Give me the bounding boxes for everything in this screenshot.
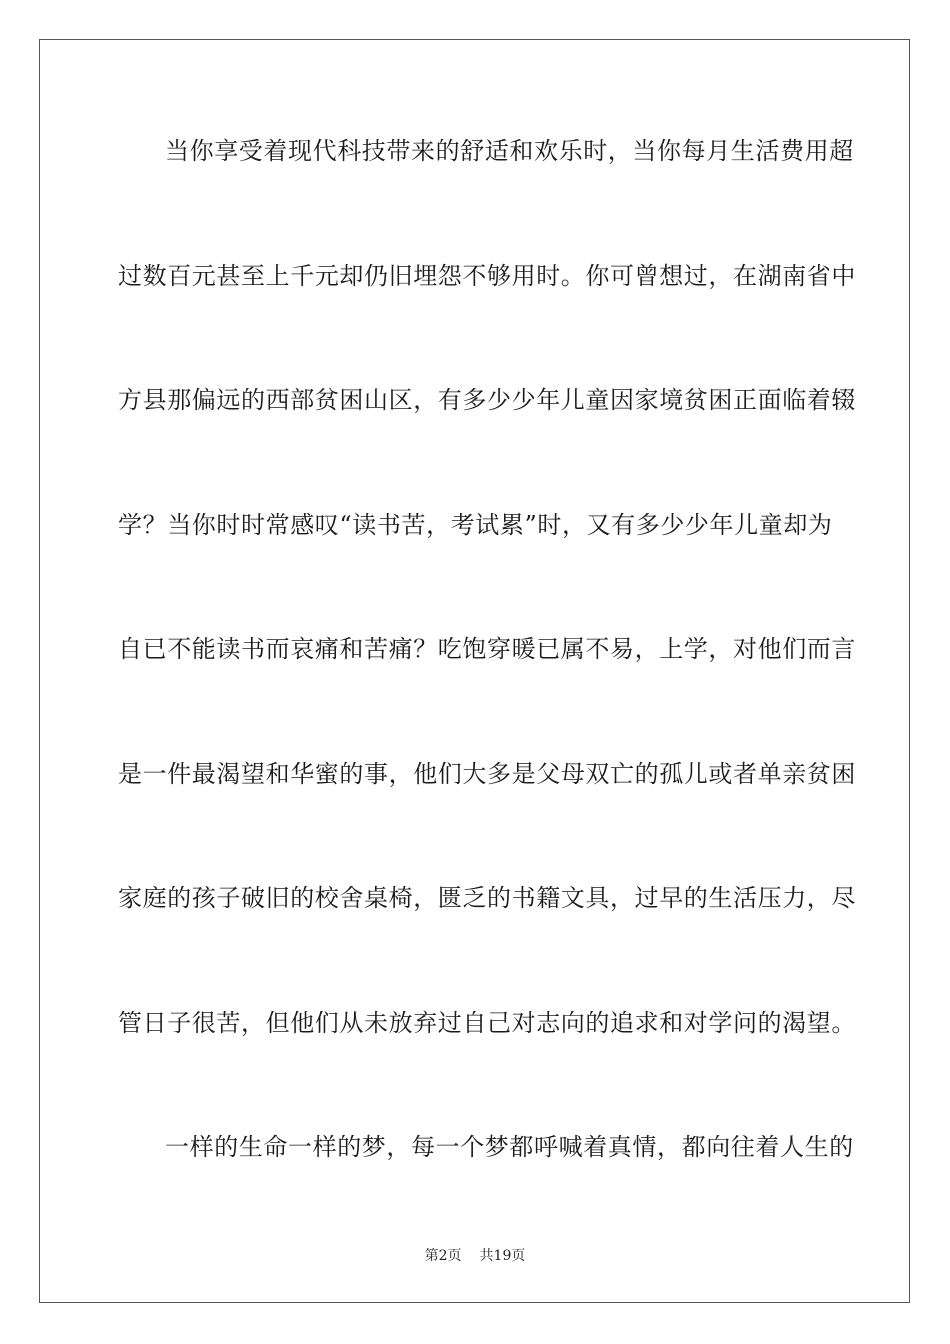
page-frame xyxy=(39,39,910,1303)
paragraph-1-line-2: 过数百元甚至上千元却仍旧埋怨不够用时。你可曾想过，在湖南省中 xyxy=(118,262,856,290)
page-total: 共19页 xyxy=(479,1248,526,1264)
paragraph-2-line-1: 一样的生命一样的梦，每一个梦都呼喊着真情，都向往着人生的 xyxy=(165,1133,854,1161)
paragraph-1-line-3: 方县那偏远的西部贫困山区，有多少少年儿童因家境贫困正面临着辍 xyxy=(118,386,856,414)
page-number: 第2页 xyxy=(424,1248,462,1264)
paragraph-1-line-1: 当你享受着现代科技带来的舒适和欢乐时，当你每月生活费用超 xyxy=(165,137,854,165)
paragraph-1-line-5: 自已不能读书而哀痛和苦痛？吃饱穿暖已属不易，上学，对他们而言 xyxy=(118,635,856,663)
page-footer xyxy=(0,1247,950,1265)
paragraph-1-line-6: 是一件最渴望和华蜜的事，他们大多是父母双亡的孤儿或者单亲贫困 xyxy=(118,760,856,788)
paragraph-1-line-8: 管日子很苦，但他们从未放弃过自己对志向的追求和对学问的渴望。 xyxy=(118,1009,856,1037)
paragraph-1-line-4: 学？当你时时常感叹“读书苦，考试累”时，又有多少少年儿童却为 xyxy=(118,511,833,539)
paragraph-1-line-7: 家庭的孩子破旧的校舍桌椅，匮乏的书籍文具，过早的生活压力，尽 xyxy=(118,884,856,912)
